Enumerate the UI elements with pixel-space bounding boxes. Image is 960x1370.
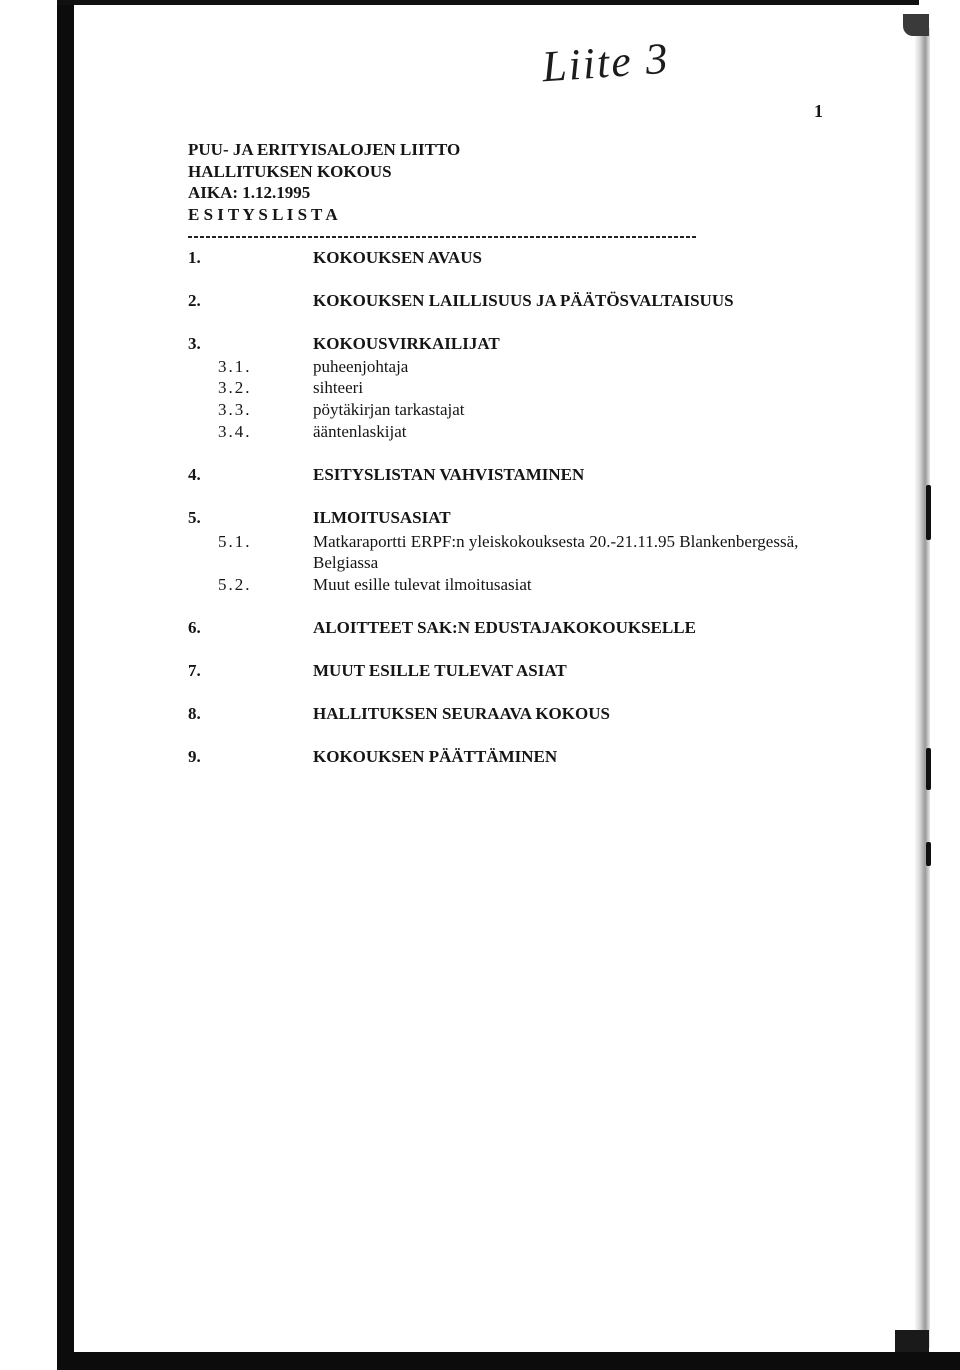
handwritten-note: Liite 3 — [540, 33, 672, 92]
agenda-subitem-number: 5.2. — [218, 575, 252, 594]
agenda-item-number: 8. — [188, 704, 201, 723]
scan-mark — [926, 842, 931, 866]
agenda-subitem-title: Muut esille tulevat ilmoitusasiat — [313, 575, 532, 594]
agenda-item-number: 3. — [188, 334, 201, 353]
agenda-subitem-number: 3.3. — [218, 400, 252, 419]
agenda-item-title: KOKOUKSEN PÄÄTTÄMINEN — [313, 747, 558, 766]
agenda-item-title: MUUT ESILLE TULEVAT ASIAT — [313, 661, 567, 680]
agenda-subitem-number: 3.2. — [218, 378, 252, 397]
header-divider — [188, 236, 696, 238]
agenda-subitem-title-line: Matkaraportti ERPF:n yleiskokouksesta 20.-21.11.95 Blankenbergessä, — [313, 532, 799, 551]
agenda-item-title: ALOITTEET SAK:N EDUSTAJAKOKOUKSELLE — [313, 618, 696, 637]
document-title: E S I T Y S L I S T A — [188, 205, 338, 224]
scan-corner-top-right — [903, 14, 929, 36]
scan-border-left — [57, 0, 74, 1370]
agenda-subitem-title: puheenjohtaja — [313, 357, 409, 376]
agenda-item-number: 6. — [188, 618, 201, 637]
meeting-date: AIKA: 1.12.1995 — [188, 183, 311, 202]
scan-edge-right — [914, 28, 930, 1348]
agenda-subitem-number: 3.1. — [218, 357, 252, 376]
meeting-name: HALLITUKSEN KOKOUS — [188, 162, 392, 181]
agenda-subitem-title: ääntenlaskijat — [313, 422, 407, 441]
agenda-item-title: KOKOUKSEN LAILLISUUS JA PÄÄTÖSVALTAISUUS — [313, 291, 734, 310]
agenda-item-number: 2. — [188, 291, 201, 310]
agenda-item-title: KOKOUSVIRKAILIJAT — [313, 334, 500, 353]
agenda-item-number: 4. — [188, 465, 201, 484]
scan-border-bottom — [57, 1352, 960, 1370]
agenda-item-title: ESITYSLISTAN VAHVISTAMINEN — [313, 465, 585, 484]
agenda-subitem-title: pöytäkirjan tarkastajat — [313, 400, 465, 419]
page-number: 1 — [814, 101, 823, 121]
agenda-subitem-number: 5.1. — [218, 532, 252, 551]
agenda-item-number: 9. — [188, 747, 201, 766]
agenda-item-title: KOKOUKSEN AVAUS — [313, 248, 482, 267]
agenda-subitem-title: sihteeri — [313, 378, 364, 397]
agenda-item-title: HALLITUKSEN SEURAAVA KOKOUS — [313, 704, 610, 723]
agenda-item-number: 7. — [188, 661, 201, 680]
agenda-subitem-number: 3.4. — [218, 422, 252, 441]
agenda-subitem-title-line: Belgiassa — [313, 553, 379, 572]
scan-mark — [926, 485, 931, 540]
agenda-item-number: 1. — [188, 248, 201, 267]
agenda-item-number: 5. — [188, 508, 201, 527]
scan-mark — [926, 748, 931, 790]
scan-corner-bottom-right — [895, 1330, 929, 1354]
agenda-item-title: ILMOITUSASIAT — [313, 508, 451, 527]
scan-border-top — [57, 0, 919, 5]
organization-name: PUU- JA ERITYISALOJEN LIITTO — [188, 140, 461, 159]
